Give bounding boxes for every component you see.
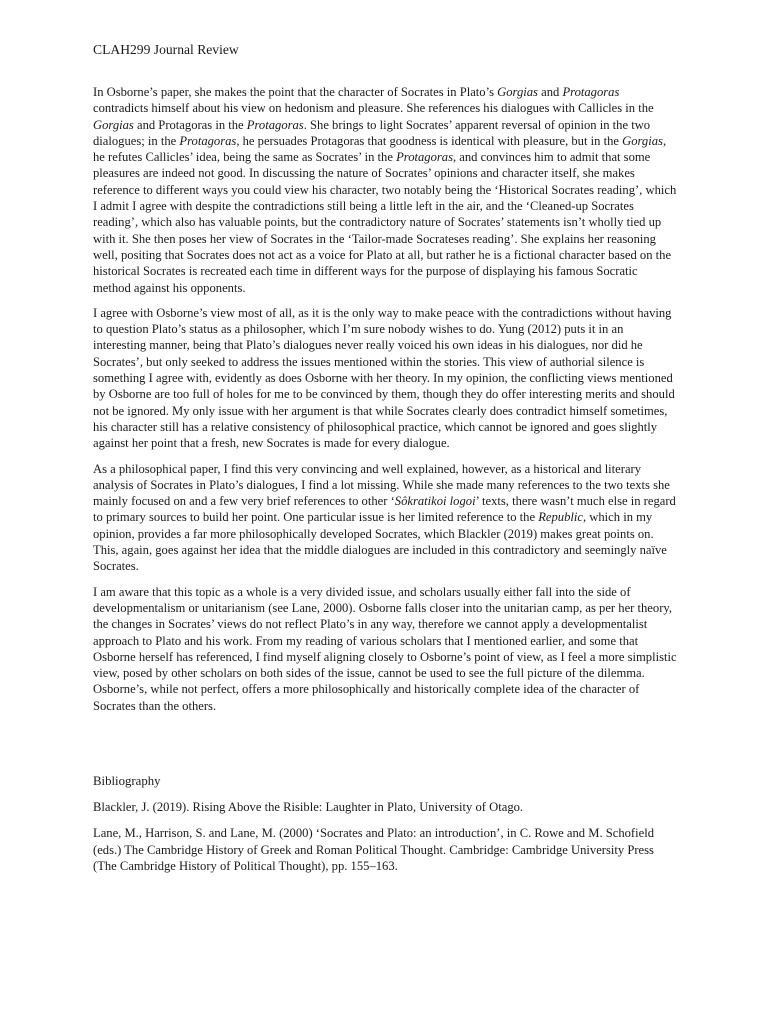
text-run: contradicts himself about his view on hedonism and pleasure. She references his dialogues with Callicles in the [93,101,654,116]
italic-title: Republic [538,510,583,525]
document-header: CLAH299 Journal Review [93,42,239,57]
italic-title: Protagoras [246,117,304,132]
italic-title: Sôkratikoi logoi [394,494,476,509]
document-body [93,84,677,714]
text-run: As a philosophical paper, I find this very convincing and well explained, however, as a historical and literary analysis of Socrates in Plato’s dialogues, I find a lot missing. While she made many references to the two texts she mainly focused on and a few very brief references to other ‘ [93,461,670,509]
italic-title: Protagoras [179,133,237,148]
text-run: and Protagoras in the [133,117,247,132]
italic-title: Gorgias [622,133,663,148]
body-paragraph [93,461,677,575]
text-run: , which in my opinion, provides a far more philosophically developed Socrates, which Blackler (2019) makes great points on. This, again, goes against her idea that the middle dialogues are included in this contradictory and seemingly naïve Socrates. [93,510,667,574]
text-run: I am aware that this topic as a whole is a very divided issue, and scholars usually either fall into the side of developmentalism or unitarianism (see Lane, 2000). Osborne falls closer into the unitarian camp, as per her theory, the changes in Socrates’ views do not reflect Plato’s in any way, therefore we cannot apply a developmentalist approach to Plato and his work. From my reading of various scholars that I mentioned earlier, and some that Osborne herself has referenced, I find myself aligning closely to Osborne’s point of view, as I feel a more simplistic view, posed by other scholars on both sides of the issue, cannot be used to see the full picture of the dilemma. Osborne’s, while not perfect, offers a more philosophically and historically complete idea of the character of Socrates than the others. [93,584,677,713]
italic-title: Protagoras [396,150,453,165]
italic-title: Gorgias [497,85,538,99]
text-run: and [537,85,563,99]
document-page [93,38,677,884]
body-paragraph [93,584,677,714]
text-run: . She brings to light Socrates’ apparent reversal of opinion in the two dialogues; in the [93,117,651,148]
bibliography-entry: Blackler, J. (2019). Rising Above the Risible: Laughter in Plato, University of Otago. [93,799,524,814]
bibliography-title: Bibliography [93,773,161,788]
italic-title: Protagoras [562,85,620,99]
text-run: , he persuades Protagoras that goodness is identical with pleasure, but in the [236,133,623,148]
text-run: , and convinces him to admit that some pleasures are indeed not good. In discussing the nature of Socrates’ opinions and character itself, she makes reference to different ways you could view his character, two notably being the ‘Historical Socrates reading’, which I admit I agree with despite the contradictions still being a little left in the air, and the ‘Cleaned-up Socrates reading’, which also has valuable points, but the contradictory nature of Socrates’ statements isn’t wholly tied up with it. She then poses her view of Socrates in the ‘Tailor-made Socrateses reading’. She explains her reasoning well, positing that Socrates does not act as a voice for Plato at all, but rather he is a fictional character based on the historical Socrates is recreated each time in different ways for the purpose of displaying his famous Socratic method against his opponents. [93,150,677,295]
bibliography-entry: Lane, M., Harrison, S. and Lane, M. (2000) ‘Socrates and Plato: an introduction’, in C. Rowe and M. Schofield (eds.) The Cambridge History of Greek and Roman Political Thought. Cambridge: Cambridge University Press (The Cambridge History of Political Thought), pp. 155–163. [93,826,655,873]
section-spacer [93,723,677,773]
text-run: ’ texts, there wasn’t much else in regard to primary sources to build her point. One particular issue is her limited reference to the [93,494,676,525]
body-paragraph [93,305,677,452]
text-run: , he refutes Callicles’ idea, being the same as Socrates’ in the [93,133,667,165]
body-paragraph [93,84,677,296]
italic-title: Gorgias [93,117,134,132]
text-run: In Osborne’s paper, she makes the point that the character of Socrates in Plato’s [93,85,498,99]
text-run: I agree with Osborne’s view most of all, as it is the only way to make peace with the contradictions without having to question Plato’s status as a philosopher, which I’m sure nobody wishes to do. Yung (2012) puts it in an interesting manner, being that Plato’s dialogues never really voiced his own ideas in his dialogues, nor did he Socrates’, but only seeked to address the issues mentioned within the stories. This view of authorial silence is something I agree with, evidently as does Osborne with her theory. In my opinion, the conflicting views mentioned by Osborne are too full of holes for me to be convinced by them, though they do offer interesting merits and should not be ignored. My only issue with her argument is that while Socrates clearly does contradict himself sometimes, his character still has a relative consistency of philosophical practice, which cannot be ignored and goes slightly against her point that a fresh, new Socrates is made for every dialogue. [93,305,675,451]
